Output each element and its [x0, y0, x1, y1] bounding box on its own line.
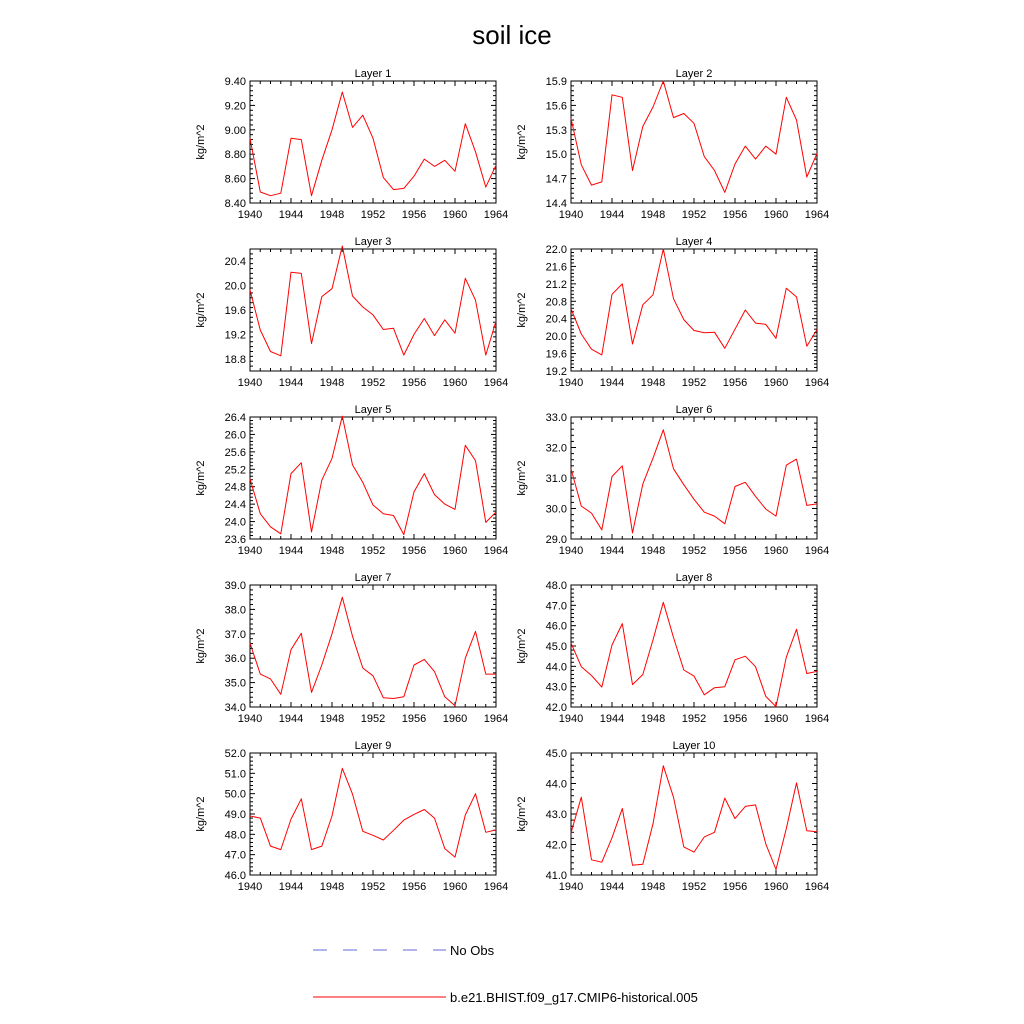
panel-layer-5	[195, 404, 508, 557]
series-line	[250, 768, 496, 857]
x-tick-label: 1964	[804, 881, 830, 893]
y-tick-label: 41.0	[545, 870, 567, 882]
panel-title: Layer 4	[675, 236, 713, 248]
y-tick-label: 19.2	[224, 329, 246, 342]
x-tick-label: 1948	[640, 545, 666, 557]
x-tick-label: 1952	[681, 209, 707, 221]
y-tick-label: 34.0	[224, 702, 246, 714]
x-tick-label: 1944	[599, 545, 625, 557]
x-tick-label: 1952	[360, 881, 386, 893]
panel-layer-1	[195, 68, 508, 221]
y-tick-label: 20.4	[224, 256, 246, 269]
y-tick-label: 14.7	[545, 173, 567, 186]
y-axis-label: kg/m^2	[195, 460, 207, 496]
y-tick-label: 20.0	[224, 280, 246, 293]
x-tick-label: 1944	[278, 209, 304, 221]
x-tick-label: 1956	[722, 209, 748, 221]
y-axis-label: kg/m^2	[195, 124, 207, 160]
panels	[195, 68, 829, 893]
panel-title: Layer 7	[354, 572, 392, 584]
x-tick-label: 1956	[401, 545, 427, 557]
x-tick-label: 1964	[483, 209, 509, 221]
y-tick-label: 9.00	[224, 124, 246, 137]
x-tick-label: 1948	[319, 209, 345, 221]
x-tick-label: 1952	[681, 377, 707, 389]
x-tick-label: 1964	[804, 713, 830, 725]
y-axis-label: kg/m^2	[516, 292, 528, 328]
x-tick-label: 1944	[599, 881, 625, 893]
plot-frame	[571, 417, 817, 539]
x-tick-label: 1952	[681, 713, 707, 725]
plot-frame	[571, 81, 817, 203]
y-tick-label: 29.0	[545, 534, 567, 546]
x-tick-label: 1948	[319, 377, 345, 389]
y-axis-label: kg/m^2	[195, 796, 207, 832]
y-tick-label: 24.4	[224, 499, 246, 512]
x-tick-label: 1956	[722, 545, 748, 557]
panel-title: Layer 6	[675, 404, 713, 416]
x-tick-label: 1940	[558, 209, 584, 221]
y-tick-label: 42.0	[545, 702, 567, 714]
x-tick-label: 1960	[763, 377, 789, 389]
x-tick-label: 1952	[360, 545, 386, 557]
x-tick-label: 1944	[278, 713, 304, 725]
x-tick-label: 1944	[278, 545, 304, 557]
panel-title: Layer 10	[672, 740, 716, 752]
x-tick-label: 1952	[681, 881, 707, 893]
x-tick-label: 1944	[278, 881, 304, 893]
y-tick-label: 37.0	[224, 628, 246, 641]
y-tick-label: 48.0	[545, 580, 567, 592]
x-tick-label: 1960	[442, 881, 468, 893]
y-tick-label: 32.0	[545, 442, 567, 455]
series-line	[571, 81, 817, 192]
y-tick-label: 47.0	[545, 600, 567, 613]
y-tick-label: 19.2	[545, 366, 567, 378]
x-tick-label: 1940	[558, 881, 584, 893]
x-tick-label: 1940	[558, 545, 584, 557]
y-tick-label: 15.3	[545, 124, 567, 137]
panel-title: Layer 2	[675, 68, 713, 80]
y-tick-label: 23.6	[224, 534, 246, 546]
x-tick-label: 1948	[319, 881, 345, 893]
y-tick-label: 49.0	[224, 809, 246, 821]
series-line	[571, 249, 817, 355]
x-tick-label: 1948	[640, 713, 666, 725]
x-tick-label: 1960	[763, 713, 789, 725]
panel-layer-2	[516, 68, 829, 221]
y-tick-label: 18.8	[224, 353, 246, 366]
y-axis-label: kg/m^2	[195, 292, 207, 328]
x-tick-label: 1956	[401, 209, 427, 221]
y-axis-label: kg/m^2	[516, 124, 528, 160]
series-line	[571, 430, 817, 533]
y-tick-label: 44.0	[545, 661, 567, 674]
y-tick-label: 43.0	[545, 809, 567, 821]
x-tick-label: 1952	[360, 209, 386, 221]
y-axis-label: kg/m^2	[195, 628, 207, 664]
x-tick-label: 1948	[319, 545, 345, 557]
x-tick-label: 1960	[442, 545, 468, 557]
y-tick-label: 19.6	[224, 305, 246, 317]
plot-frame	[250, 417, 496, 539]
panel-layer-3	[195, 236, 508, 389]
y-tick-label: 15.0	[545, 149, 567, 162]
y-tick-label: 45.0	[545, 748, 567, 760]
y-tick-label: 52.0	[224, 748, 246, 760]
y-tick-label: 19.6	[545, 348, 567, 361]
x-tick-label: 1948	[319, 713, 345, 725]
legend	[313, 943, 698, 1005]
y-tick-label: 25.6	[224, 446, 246, 459]
x-tick-label: 1952	[681, 545, 707, 557]
x-tick-label: 1948	[640, 377, 666, 389]
x-tick-label: 1940	[558, 377, 584, 389]
x-tick-label: 1956	[722, 377, 748, 389]
y-tick-label: 22.0	[545, 244, 567, 256]
y-tick-label: 24.0	[224, 516, 246, 529]
y-tick-label: 20.4	[545, 313, 567, 326]
series-line	[250, 92, 496, 196]
panel-layer-6	[516, 404, 829, 557]
x-tick-label: 1956	[722, 713, 748, 725]
y-tick-label: 45.0	[545, 641, 567, 653]
x-tick-label: 1964	[804, 545, 830, 557]
x-tick-label: 1956	[401, 713, 427, 725]
x-tick-label: 1960	[442, 209, 468, 221]
plot-frame	[250, 81, 496, 203]
x-tick-label: 1964	[804, 377, 830, 389]
figure-title: soil ice	[472, 20, 552, 50]
panel-title: Layer 5	[354, 404, 392, 416]
y-tick-label: 21.2	[545, 278, 567, 291]
y-tick-label: 8.60	[224, 173, 246, 186]
y-tick-label: 15.9	[545, 76, 567, 88]
panel-layer-7	[195, 572, 508, 725]
panel-layer-4	[516, 236, 829, 389]
y-axis-label: kg/m^2	[516, 460, 528, 496]
plot-frame	[571, 753, 817, 875]
x-tick-label: 1940	[237, 377, 263, 389]
y-tick-label: 14.4	[545, 198, 567, 210]
legend-no-obs-label: No Obs	[450, 943, 495, 958]
y-tick-label: 9.40	[224, 76, 246, 88]
y-tick-label: 15.6	[545, 100, 567, 113]
y-tick-label: 51.0	[224, 768, 246, 781]
x-tick-label: 1944	[278, 377, 304, 389]
y-tick-label: 20.8	[545, 296, 567, 309]
panel-layer-10	[516, 740, 829, 893]
panel-layer-9	[195, 740, 508, 893]
x-tick-label: 1960	[763, 881, 789, 893]
panel-title: Layer 8	[675, 572, 713, 584]
series-line	[250, 246, 496, 356]
y-tick-label: 46.0	[224, 870, 246, 882]
x-tick-label: 1940	[237, 881, 263, 893]
y-tick-label: 48.0	[224, 829, 246, 842]
panel-title: Layer 1	[354, 68, 392, 80]
x-tick-label: 1940	[558, 713, 584, 725]
plot-frame	[250, 753, 496, 875]
y-tick-label: 35.0	[224, 677, 246, 690]
y-tick-label: 42.0	[545, 839, 567, 852]
x-tick-label: 1960	[763, 545, 789, 557]
x-tick-label: 1960	[442, 377, 468, 389]
y-tick-label: 25.2	[224, 464, 246, 477]
series-line	[250, 597, 496, 706]
series-line	[571, 602, 817, 706]
legend-model-label: b.e21.BHIST.f09_g17.CMIP6-historical.005	[450, 990, 698, 1005]
y-tick-label: 38.0	[224, 604, 246, 617]
x-tick-label: 1948	[640, 209, 666, 221]
panel-title: Layer 9	[354, 740, 392, 752]
y-tick-label: 26.0	[224, 429, 246, 442]
x-tick-label: 1940	[237, 545, 263, 557]
x-tick-label: 1964	[483, 881, 509, 893]
panel-title: Layer 3	[354, 236, 392, 248]
series-line	[571, 766, 817, 870]
plot-frame	[571, 249, 817, 371]
y-tick-label: 21.6	[545, 261, 567, 274]
x-tick-label: 1952	[360, 713, 386, 725]
y-tick-label: 43.0	[545, 681, 567, 694]
y-tick-label: 44.0	[545, 778, 567, 791]
x-tick-label: 1956	[722, 881, 748, 893]
series-line	[250, 416, 496, 534]
y-tick-label: 46.0	[545, 620, 567, 633]
x-tick-label: 1964	[483, 545, 509, 557]
y-tick-label: 47.0	[224, 849, 246, 862]
y-tick-label: 50.0	[224, 788, 246, 801]
y-tick-label: 30.0	[545, 503, 567, 516]
y-axis-label: kg/m^2	[516, 796, 528, 832]
y-tick-label: 20.0	[545, 331, 567, 344]
y-tick-label: 9.20	[224, 100, 246, 113]
y-tick-label: 31.0	[545, 473, 567, 485]
x-tick-label: 1956	[401, 881, 427, 893]
x-tick-label: 1956	[401, 377, 427, 389]
x-tick-label: 1944	[599, 209, 625, 221]
x-tick-label: 1944	[599, 713, 625, 725]
y-tick-label: 24.8	[224, 481, 246, 494]
y-tick-label: 26.4	[224, 412, 246, 424]
x-tick-label: 1944	[599, 377, 625, 389]
x-tick-label: 1964	[483, 377, 509, 389]
x-tick-label: 1960	[763, 209, 789, 221]
y-tick-label: 8.80	[224, 149, 246, 162]
x-tick-label: 1964	[804, 209, 830, 221]
y-tick-label: 36.0	[224, 653, 246, 666]
x-tick-label: 1960	[442, 713, 468, 725]
y-tick-label: 33.0	[545, 412, 567, 424]
y-axis-label: kg/m^2	[516, 628, 528, 664]
x-tick-label: 1948	[640, 881, 666, 893]
x-tick-label: 1952	[360, 377, 386, 389]
y-tick-label: 39.0	[224, 580, 246, 592]
x-tick-label: 1940	[237, 713, 263, 725]
x-tick-label: 1940	[237, 209, 263, 221]
y-tick-label: 8.40	[224, 198, 246, 210]
x-tick-label: 1964	[483, 713, 509, 725]
panel-layer-8	[516, 572, 829, 725]
